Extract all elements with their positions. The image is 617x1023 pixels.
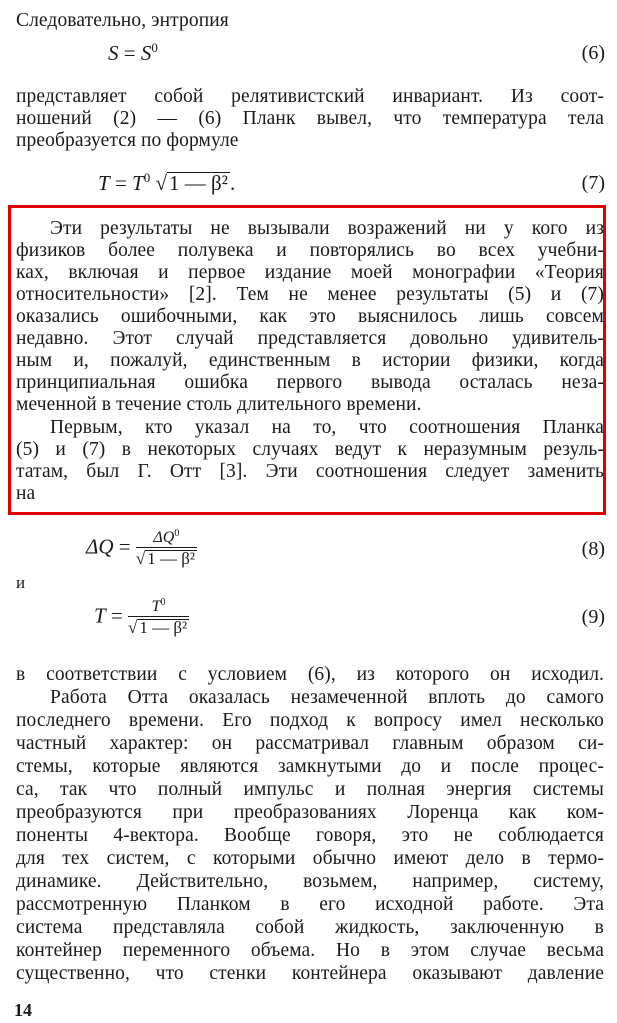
eq9-fraction xyxy=(128,594,189,638)
eq9-numerator: T xyxy=(151,598,161,615)
paragraph-line: система представляла собой жидкость, заключенную в xyxy=(16,917,604,938)
eq8-equals: = xyxy=(113,534,136,559)
eq8-lhs: ΔQ xyxy=(86,534,114,559)
equation-number-8: (8) xyxy=(581,538,605,560)
eq9-equals: = xyxy=(105,603,129,628)
paragraph-line: преобразуется по формуле xyxy=(16,130,239,151)
eq7-lhs: T xyxy=(98,171,110,195)
eq9-num-sup: 0 xyxy=(160,597,166,608)
eq8-radicand: 1 — β² xyxy=(147,549,195,568)
eq7-period: . xyxy=(229,171,236,195)
paragraph-line: Работа Отта оказалась незамеченной вплоть до самого xyxy=(50,687,604,708)
page-number: 14 xyxy=(14,1000,32,1020)
eq7-radicand: 1 — β² xyxy=(169,171,228,195)
paragraph-line: стемы, которые являются замкнутыми до и после процес- xyxy=(16,756,604,777)
paragraph-line: ношений (2) — (6) Планк вывел, что температура тела xyxy=(16,108,604,129)
eq6-equals: = xyxy=(118,41,141,65)
eq7-sup: 0 xyxy=(143,170,151,185)
equation-number-9: (9) xyxy=(581,606,605,628)
eq9-lhs: T xyxy=(94,603,106,628)
paragraph-line: представляет собой релятивистский инвариант. Из соот- xyxy=(16,86,604,107)
paragraph-line: последнего времени. Его подход к вопросу имел несколько xyxy=(16,710,604,731)
sqrt-icon: √ xyxy=(155,171,167,195)
eq6-rhs: S xyxy=(140,41,152,65)
eq6-sup: 0 xyxy=(151,40,158,55)
highlighted-line: меченной в течение столь длительного времени. xyxy=(16,394,422,415)
equation-number-7: (7) xyxy=(581,172,605,194)
highlighted-line: оказались ошибочными, как это выяснилось лишь совсем xyxy=(16,306,604,327)
paragraph-line: контейнер переменного объема. Но в этом случае весьма xyxy=(16,940,604,961)
paragraph-line: динамике. Действительно, возьмем, например, систему, xyxy=(16,871,604,892)
highlighted-line: принципиальная ошибка первого вывода осталась неза- xyxy=(16,372,604,393)
equation-8 xyxy=(86,525,197,569)
eq8-numerator: ΔQ xyxy=(153,529,175,546)
equation-6 xyxy=(108,40,158,66)
highlighted-line: Эти результаты не вызывали возражений ни у кого из xyxy=(50,218,604,239)
eq7-rhs: T xyxy=(132,171,144,195)
equation-7 xyxy=(98,170,235,196)
eq9-radicand: 1 — β² xyxy=(139,618,188,637)
highlighted-line: ках, включая и первое издание моей монографии «Теория xyxy=(16,262,604,283)
eq8-num-sup: 0 xyxy=(174,528,180,539)
equation-9 xyxy=(94,594,189,638)
paragraph-line: рассмотренную Планком в его исходной работе. Эта xyxy=(16,894,604,915)
intro-line: Следовательно, энтропия xyxy=(16,10,229,31)
highlighted-line: Первым, кто указал на то, что соотношения Планка xyxy=(50,417,604,438)
highlighted-line: татам, был Г. Отт [3]. Эти соотношения следует заменить xyxy=(16,461,604,482)
highlighted-line: физиков более полувека и повторялись во всех учебни- xyxy=(16,240,604,261)
paragraph-line: преобразуются при преобразованиях Лоренца как ком- xyxy=(16,802,604,823)
paragraph-line: са, так что полный импульс и полная энергия системы xyxy=(16,779,604,800)
eq8-fraction xyxy=(136,525,197,569)
highlighted-line: на xyxy=(16,483,36,504)
eq6-lhs: S xyxy=(108,41,119,65)
paragraph-line: частный характер: он рассматривал главным образом си- xyxy=(16,733,604,754)
highlighted-line: относительности» [2]. Тем не менее результаты (5) и (7) xyxy=(16,284,604,305)
sqrt-icon: √ xyxy=(135,549,146,568)
paragraph-line: поненты 4-вектора. Вообще говоря, это не соблюдается xyxy=(16,825,604,846)
paragraph-line: в соответствии с условием (6), из которого он исходил. xyxy=(16,664,604,685)
paragraph-line: для тех систем, с которыми обычно имеют дело в термо- xyxy=(16,848,604,869)
eq7-equals: = xyxy=(109,171,133,195)
paragraph-line: существенно, что стенки контейнера оказывают давление xyxy=(16,963,604,984)
highlighted-line: (5) и (7) в некоторых случаях ведут к неразумным резуль- xyxy=(16,439,604,460)
connector-word: и xyxy=(16,573,26,592)
highlighted-line: ным и, пожалуй, единственным в истории физики, когда xyxy=(16,350,604,371)
highlighted-line: недавно. Этот случай представляется довольно удивитель- xyxy=(16,328,604,349)
equation-number-6: (6) xyxy=(581,42,605,64)
sqrt-icon: √ xyxy=(128,618,138,637)
